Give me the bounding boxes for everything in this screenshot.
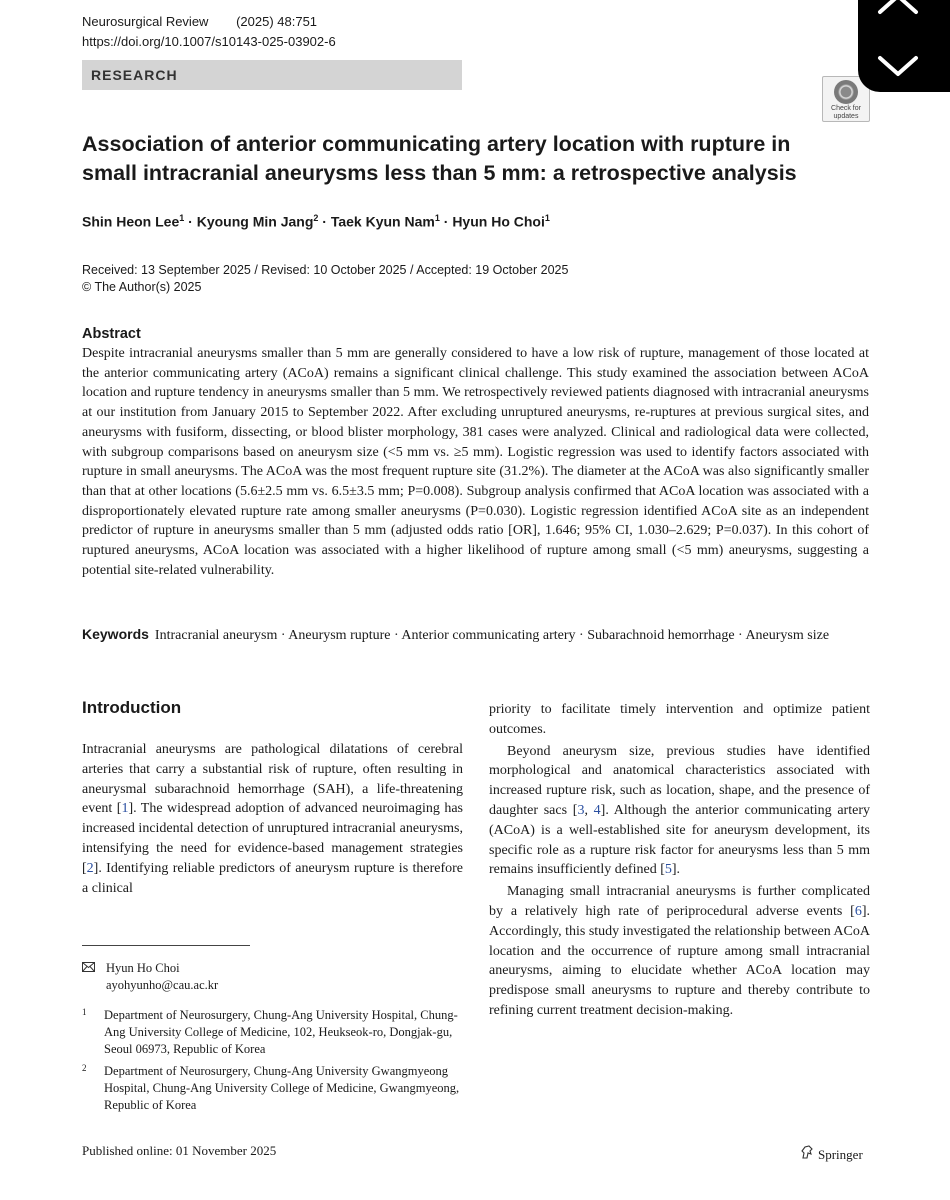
publisher-name: Springer [818,1147,863,1162]
affiliation-number: 2 [82,1063,87,1073]
copyright: © The Author(s) 2025 [82,280,202,294]
author-list [82,213,550,230]
author-name: Taek Kyun Nam [330,213,435,230]
article-dates [82,262,568,296]
author-affiliation-mark: 1 [179,213,185,223]
citation-link[interactable]: 1 [121,801,129,817]
affiliation-number: 1 [82,1007,87,1017]
paper-title: Association of anterior communicating artery location with rupture in small intracranial aneurysms less than 5 mm: a retrospective analysis [82,132,797,185]
citation-link[interactable]: 4 [593,802,601,818]
correspondence-block [82,960,218,994]
affiliation-1 [82,1007,462,1058]
citation-link[interactable]: 3 [577,802,585,818]
envelope-icon [82,960,96,977]
intro-paragraph-3: Managing small intracranial aneurysms is further complicated by a relatively high rate of periprocedural adverse events [6]. Accordingly, this study investigated the relationship between ACoA location and the occurrence of rupture among small intracranial aneurysms, aiming to elucidate whether ACoA location may predispose small aneurysms to rupture and thereby contribute to refining current treatment decision-making. [489,884,870,1018]
abstract-text: Despite intracranial aneurysms smaller than 5 mm are generally considered to have a low risk of rupture, management of those located at the anterior communicating artery (ACoA) remains a significant clinical challenge. This study examined the association between ACoA location and rupture tendency in aneurysms smaller than 5 mm. We retrospectively reviewed patients diagnosed with intracranial aneurysms at our institution from January 2015 to September 2022. After excluding unruptured aneurysms, re-ruptures at previous surgical sites, and aneurysms with fusiform, dissecting, or blood blister morphology, 381 cases were analyzed. Clinical and radiological data were collected, with subgroup comparisons based on aneurysm size (<5 mm vs. ≥5 mm). Logistic regression was used to identify factors associated with rupture in small aneurysms. The ACoA was the most frequent rupture site (31.2%). The diameter at the ACoA was also significantly smaller than that at other locations (5.6±2.5 mm vs. 6.5±3.5 mm; P=0.008). Subgroup analysis confirmed that ACoA location was associated with a disproportionately elevated rupture rate among smaller aneurysms (P=0.030). Logistic regression identified ACoA site as an independent predictor of rupture in aneurysms smaller than 5 mm (adjusted odds ratio [OR], 1.646; 95% CI, 1.030–2.629; P=0.037). In this cohort of ruptured aneurysms, ACoA location was associated with a higher likelihood of rupture among small (<5 mm) aneurysms, suggesting a potential site-related vulnerability. [82,346,869,578]
intro-paragraph-2: Beyond aneurysm size, previous studies have identified morphological and anatomical characteristics associated with increased rupture risk, such as location, shape, and the presence of daughter sacs [3, 4]. Although the anterior communicating artery (ACoA) is a well-established site for aneurysm development, its specific role as a rupture risk factor for aneurysms less than 5 mm remains insufficiently defined [5]. [489,743,870,878]
citation-link[interactable]: 2 [86,860,94,876]
doi-link[interactable]: https://doi.org/10.1007/s10143-025-03902-6 [82,34,336,49]
section-label: RESEARCH [82,60,462,90]
crossmark-icon [834,80,858,104]
citation-link[interactable]: 6 [854,903,862,919]
received-dates: Received: 13 September 2025 / Revised: 10 October 2025 / Accepted: 19 October 2025 [82,263,569,277]
affiliation-text: Department of Neurosurgery, Chung-Ang University Gwangmyeong Hospital, Chung-Ang University College of Medicine, Gwangmyeong, Republic of Korea [104,1064,460,1112]
author-affiliation-mark: 2 [313,213,319,223]
published-online: Published online: 01 November 2025 [82,1143,277,1158]
chevron-up-icon[interactable] [880,0,916,12]
author-name: Hyun Ho Choi [452,213,545,230]
intro-paragraph-1-continued: priority to facilitate timely intervention and optimize patient outcomes. [489,702,870,737]
springer-horse-icon [800,1145,814,1163]
correspondent-email[interactable]: ayohyunho@cau.ac.kr [106,978,219,992]
keywords-label: Keywords [82,626,149,642]
affiliation-2 [82,1063,462,1114]
author-separator: · [439,213,453,230]
author-separator: · [184,213,197,230]
keywords-list: Intracranial aneurysm · Aneurysm rupture · Anterior communicating artery · Subarachnoid hemorrhage · Aneurysm size [154,628,830,643]
publisher-logo [800,1145,863,1163]
citation-link[interactable]: 5 [664,862,672,878]
author-name: Shin Heon Lee [82,213,180,230]
author-affiliation-mark: 1 [544,213,550,223]
footnote-divider [82,945,250,946]
author-separator: · [318,213,331,230]
introduction-heading: Introduction [82,698,182,717]
page-nav-overlay [858,0,950,92]
author-name: Kyoung Min Jang [196,213,314,230]
abstract-heading: Abstract [82,326,141,342]
journal-volume: (2025) 48:751 [236,14,318,29]
chevron-down-icon[interactable] [880,58,916,74]
intro-paragraph-1: Intracranial aneurysms are pathological dilatations of cerebral arteries that carry a substantial risk of rupture, often resulting in aneurysmal subarachnoid hemorrhage (SAH), a life-threatening event [1]. The widespread adoption of advanced neuroimaging has increased incidental detection of unruptured intracranial aneurysms, intensifying the need for evidence-based management strategies [2]. Identifying reliable predictors of aneurysm rupture is therefore a clinical [82,742,463,896]
introduction-right-column [489,700,870,1021]
correspondent-name: Hyun Ho Choi [106,961,180,975]
journal-header [82,12,336,52]
keywords-section [82,624,869,646]
author-affiliation-mark: 1 [434,213,440,223]
introduction-left-column [82,696,463,898]
journal-name: Neurosurgical Review [82,14,209,29]
abstract-section [82,324,869,580]
check-updates-label: Check for updates [831,105,861,120]
affiliation-text: Department of Neurosurgery, Chung-Ang University Hospital, Chung-Ang University College of Medicine, 102, Heukseok-ro, Dongjak-gu, Seoul 06973, Republic of Korea [104,1008,458,1056]
